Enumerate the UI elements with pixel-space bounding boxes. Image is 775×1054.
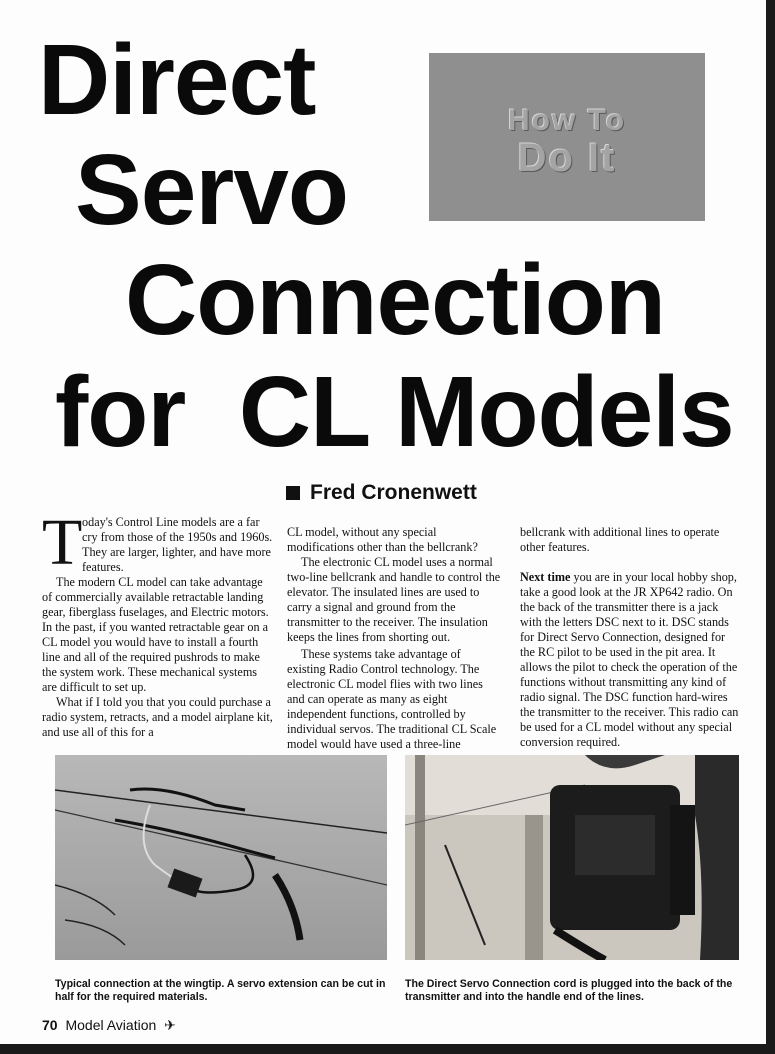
page-folio xyxy=(42,1016,176,1034)
drop-cap: T xyxy=(42,506,83,579)
photo-transmitter-illustration xyxy=(405,755,739,960)
article-column-1 xyxy=(42,506,274,740)
photo-transmitter xyxy=(405,755,739,960)
photo-wingtip-connection xyxy=(55,755,387,960)
article-column-2 xyxy=(287,525,502,752)
byline xyxy=(286,480,477,506)
paragraph: bellcrank with additional lines to operate other features. xyxy=(520,525,720,554)
caption-photo-1: Typical connection at the wingtip. A servo extension can be cut in half for the required materials. xyxy=(55,978,386,1003)
airplane-icon: ✈ xyxy=(164,1017,176,1033)
author-name: Fred Cronenwett xyxy=(310,481,477,504)
paragraph-body: you are in your local hobby shop, take a good look at the JR XP642 radio. On the back of the transmitter there is a jack with the letters DSC next to it. DSC stands for Direct Servo Connection, designed for the RC pilot to be used in the pit area. It allows the pilot to check the operation of the functions without transmitting any kind of radio signal. The DSC function hard-wires the transmitter to the receiver. This radio can be used for a CL model without any special conversion required. xyxy=(520,570,739,749)
headline-line-2: Servo xyxy=(75,134,348,246)
headline-line-1: Direct xyxy=(38,24,316,136)
badge-line-2: Do It xyxy=(517,136,617,180)
paragraph xyxy=(520,570,742,750)
page-number: 70 xyxy=(42,1017,58,1033)
magazine-name: Model Aviation xyxy=(65,1017,157,1033)
byline-square-icon xyxy=(286,486,300,500)
paragraph: oday's Control Line models are a far cry from those of the 1950s and 1960s. They are larger, lighter, and have more features. xyxy=(82,515,273,574)
headline-line-3: Connection xyxy=(125,244,665,356)
paragraph: The electronic CL model uses a normal two-line bellcrank and handle to control the elevator. The insulated lines are used to carry a signal and ground from the transmitter to the receiver. The insulation keeps the lines from shorting out. xyxy=(287,555,501,644)
page-edge-right xyxy=(766,0,775,1054)
paragraph: These systems take advantage of existing Radio Control technology. The electronic CL model flies with two lines and can operate as many as eight independent functions, controlled by individual servos. The traditional CL Scale model would have used a three-line xyxy=(287,647,497,751)
article-column-3 xyxy=(520,525,742,750)
headline-line-4: for CL Models xyxy=(55,356,734,468)
caption-photo-2: The Direct Servo Connection cord is plugged into the back of the transmitter and into the handle end of the lines. xyxy=(405,978,733,1003)
page-edge-bottom xyxy=(0,1044,775,1054)
paragraph: The modern CL model can take advantage of commercially available retractable landing gear, fiberglass fuselages, and Electric motors. In the past, if you wanted retractable gear on a CL model you would have to install a fourth line and all of the required pushrods to make the system work. These mechanical systems are difficult to set up. xyxy=(42,575,269,694)
paragraph: CL model, without any special modifications other than the bellcrank? xyxy=(287,525,478,554)
badge-line-1: How To xyxy=(507,104,627,137)
photo-wingtip-illustration xyxy=(55,755,387,960)
how-to-badge xyxy=(429,53,705,221)
paragraph-lead: Next time xyxy=(520,570,571,584)
paragraph: What if I told you that you could purchase a radio system, retracts, and a model airplane kit, and use all of this for a xyxy=(42,695,273,739)
